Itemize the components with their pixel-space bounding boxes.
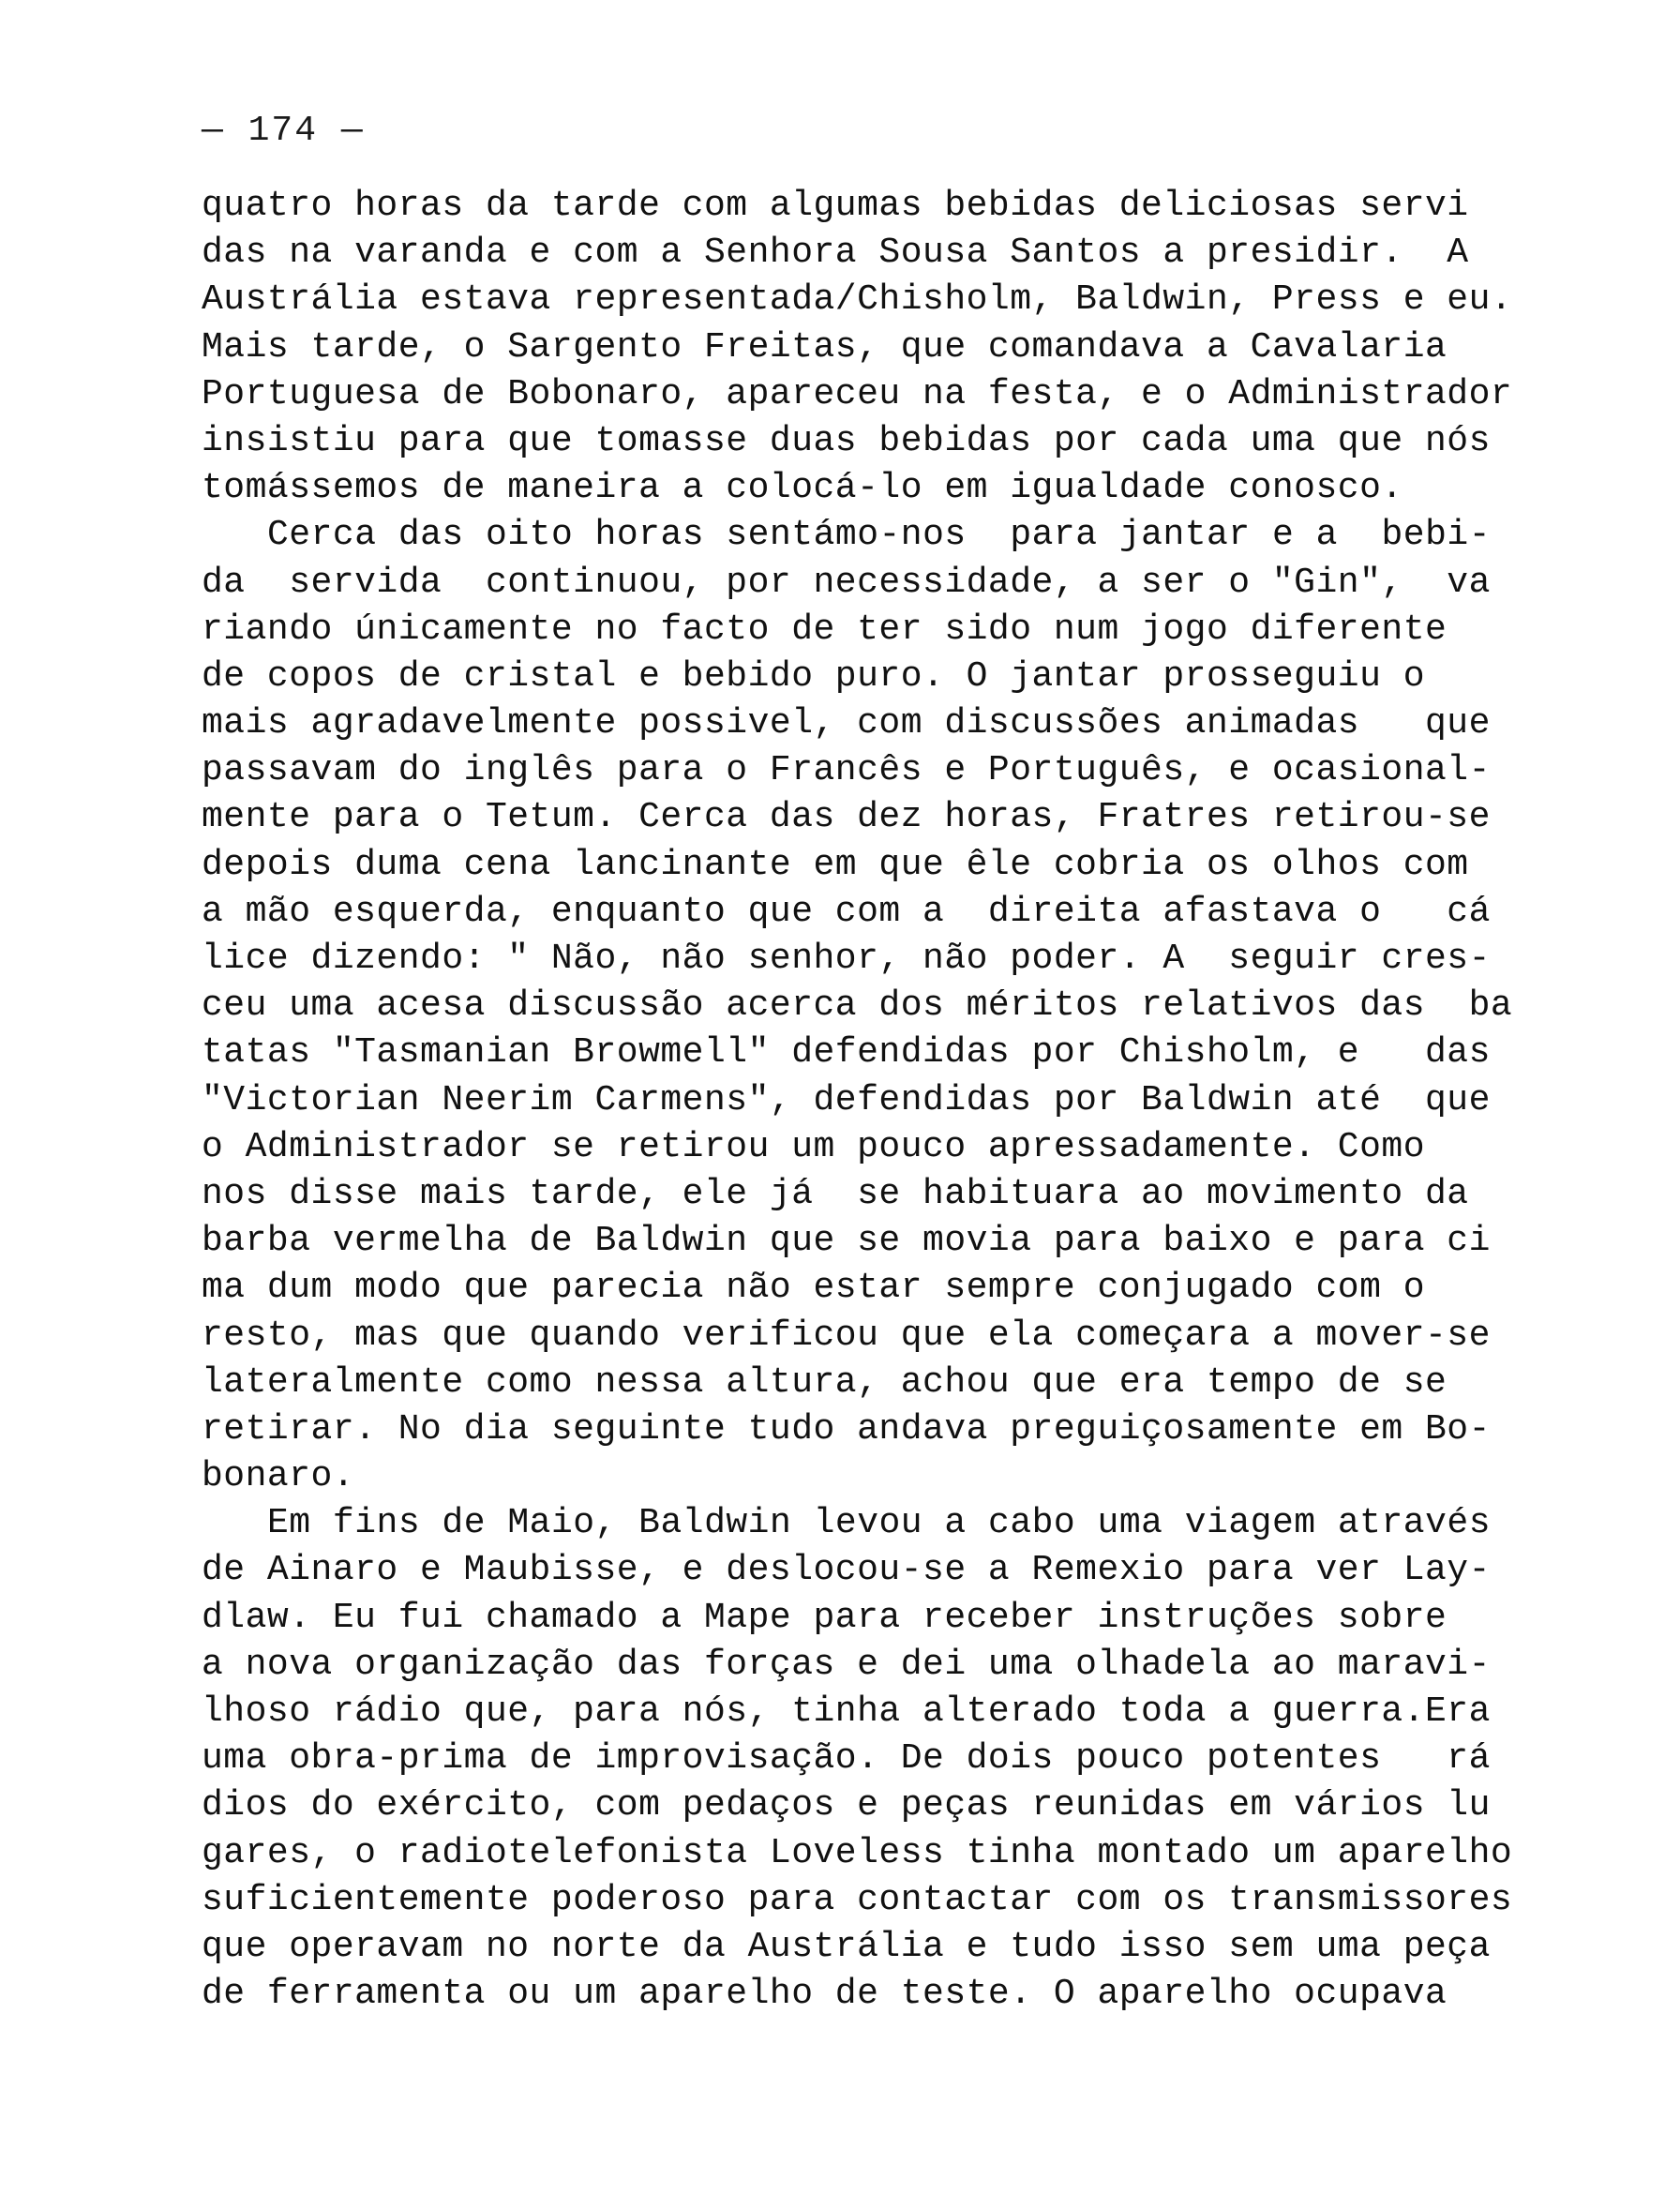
text-line: nos disse mais tarde, ele já se habituara ao movimento da [202, 1173, 1469, 1214]
text-line: Austrália estava representada/Chisholm, Baldwin, Press e eu. [202, 279, 1513, 321]
text-line: depois duma cena lancinante em que êle cobria os olhos com [202, 844, 1469, 885]
text-line: "Victorian Neerim Carmens", defendidas por Baldwin até que [202, 1079, 1491, 1120]
text-line: passavam do inglês para o Francês e Português, e ocasional- [202, 750, 1491, 791]
text-line: ceu uma acesa discussão acerca dos méritos relativos das ba [202, 985, 1513, 1027]
paragraph-3 [202, 1500, 1608, 2018]
text-line: dios do exército, com pedaços e peças reunidas em vários lu [202, 1785, 1491, 1826]
text-line: mais agradavelmente possivel, com discussões animadas que [202, 703, 1491, 744]
paragraph-1 [202, 183, 1608, 512]
text-line: lateralmente como nessa altura, achou que era tempo de se [202, 1361, 1448, 1403]
page-number: — 174 — [202, 111, 365, 151]
text-line: mente para o Tetum. Cerca das dez horas, Fratres retirou-se [202, 797, 1491, 838]
text-line: riando únicamente no facto de ter sido num jogo diferente [202, 609, 1448, 650]
paragraph-2 [202, 512, 1608, 1500]
text-line: de ferramenta ou um aparelho de teste. O aparelho ocupava [202, 1974, 1448, 2015]
text-line: de Ainaro e Maubisse, e deslocou-se a Remexio para ver Lay- [202, 1550, 1491, 1591]
text-line: ma dum modo que parecia não estar sempre conjugado com o [202, 1268, 1426, 1309]
text-line: lhoso rádio que, para nós, tinha alterado toda a guerra.Era [202, 1691, 1491, 1732]
text-line: Portuguesa de Bobonaro, apareceu na festa, e o Administrador [202, 373, 1513, 414]
text-line: lice dizendo: " Não, não senhor, não poder. A seguir cres- [202, 939, 1491, 979]
text-line: uma obra-prima de improvisação. De dois pouco potentes rá [202, 1738, 1491, 1780]
text-line: Em fins de Maio, Baldwin levou a cabo uma viagem através [267, 1503, 1492, 1544]
text-line: bonaro. [202, 1456, 355, 1497]
text-line: de copos de cristal e bebido puro. O jantar prosseguiu o [202, 655, 1426, 697]
text-line: da servida continuou, por necessidade, a ser o "Gin", va [202, 562, 1491, 603]
text-line: dlaw. Eu fui chamado a Mape para receber instruções sobre [202, 1597, 1448, 1638]
text-line: insistiu para que tomasse duas bebidas por cada uma que nós [202, 420, 1491, 461]
text-line: resto, mas que quando verificou que ela começara a mover-se [202, 1315, 1491, 1356]
text-line: tomássemos de maneira a colocá-lo em igualdade conosco. [202, 468, 1403, 509]
text-line: quatro horas da tarde com algumas bebidas deliciosas servi [202, 186, 1469, 226]
body-text [202, 183, 1608, 2018]
text-line: a mão esquerda, enquanto que com a direita afastava o cá [202, 891, 1491, 932]
text-line: que operavam no norte da Austrália e tudo isso sem uma peça [202, 1926, 1491, 1967]
text-line: a nova organização das forças e dei uma olhadela ao maravi- [202, 1644, 1491, 1685]
text-line: Cerca das oito horas sentámo-nos para jantar e a bebi- [267, 515, 1492, 556]
text-line: suficientemente poderoso para contactar com os transmissores [202, 1879, 1513, 1920]
text-line: barba vermelha de Baldwin que se movia para baixo e para ci [202, 1221, 1491, 1262]
text-line: das na varanda e com a Senhora Sousa Santos a presidir. A [202, 233, 1469, 274]
text-line: retirar. No dia seguinte tudo andava preguiçosamente em Bo- [202, 1408, 1491, 1450]
text-line: o Administrador se retirou um pouco apressadamente. Como [202, 1126, 1426, 1167]
text-line: gares, o radiotelefonista Loveless tinha montado um aparelho [202, 1832, 1513, 1873]
text-line: tatas "Tasmanian Browmell" defendidas por Chisholm, e das [202, 1032, 1491, 1074]
text-line: Mais tarde, o Sargento Freitas, que comandava a Cavalaria [202, 326, 1448, 368]
